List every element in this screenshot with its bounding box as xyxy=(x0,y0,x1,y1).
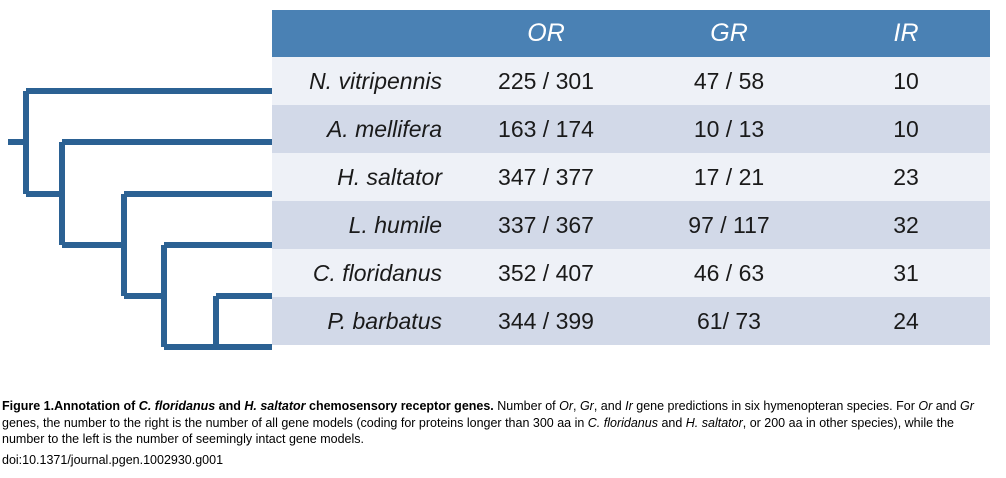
caption-title-part2: and xyxy=(215,399,245,413)
cell-species: H. saltator xyxy=(272,153,456,201)
cell-species: C. floridanus xyxy=(272,249,456,297)
cell-species: P. barbatus xyxy=(272,297,456,345)
caption-title-species-2: H. saltator xyxy=(244,399,306,413)
caption-body-4: gene predictions in six hymenopteran species. For xyxy=(632,399,919,413)
caption-title-part3: chemosensory receptor genes. xyxy=(305,399,494,413)
table-row xyxy=(272,105,990,153)
table-row xyxy=(272,57,990,105)
caption-body-7: and xyxy=(657,415,686,430)
cell-species: A. mellifera xyxy=(272,105,456,153)
cell-or: 163 / 174 xyxy=(456,105,636,153)
cell-gr: 61/ 73 xyxy=(636,297,822,345)
cell-gr: 97 / 117 xyxy=(636,201,822,249)
cell-or: 344 / 399 xyxy=(456,297,636,345)
cell-ir: 32 xyxy=(822,201,990,249)
caption-body-2: , xyxy=(573,399,580,413)
caption-gene-gr: Gr xyxy=(579,399,594,413)
caption-title-species-1: C. floridanus xyxy=(138,399,216,413)
caption-gene-or-2: Or xyxy=(918,399,933,413)
table-row xyxy=(272,297,990,345)
cell-or: 337 / 367 xyxy=(456,201,636,249)
caption-body-3: , and xyxy=(593,399,626,413)
caption-doi: doi:10.1371/journal.pgen.1002930.g001 xyxy=(2,452,224,467)
column-header-or: OR xyxy=(456,10,636,57)
cell-ir: 31 xyxy=(822,249,990,297)
table-row xyxy=(272,249,990,297)
receptor-gene-table xyxy=(272,10,990,345)
column-header-species xyxy=(272,10,456,57)
caption-body-5: and xyxy=(932,399,961,413)
cell-or: 347 / 377 xyxy=(456,153,636,201)
cladogram xyxy=(0,0,272,382)
caption-gene-or: Or xyxy=(559,399,573,413)
table-row xyxy=(272,201,990,249)
table-row xyxy=(272,153,990,201)
cell-ir: 10 xyxy=(822,57,990,105)
cell-ir: 23 xyxy=(822,153,990,201)
caption-species-1: C. floridanus xyxy=(587,415,658,430)
caption-body-8: , or 200 aa in other species), while the number to the left is the number of seemingly intact gene models. xyxy=(2,415,954,446)
cell-species: N. vitripennis xyxy=(272,57,456,105)
cell-ir: 10 xyxy=(822,105,990,153)
column-header-gr: GR xyxy=(636,10,822,57)
caption-label: Figure 1. xyxy=(2,399,55,413)
caption-gene-ir: Ir xyxy=(625,399,633,413)
caption-gene-gr-2: Gr xyxy=(960,399,974,413)
caption-species-2: H. saltator xyxy=(685,415,743,430)
cell-ir: 24 xyxy=(822,297,990,345)
cell-species: L. humile xyxy=(272,201,456,249)
caption-title-part1: Annotation of xyxy=(54,399,139,413)
cell-or: 225 / 301 xyxy=(456,57,636,105)
column-header-ir: IR xyxy=(822,10,990,57)
cell-gr: 47 / 58 xyxy=(636,57,822,105)
cell-or: 352 / 407 xyxy=(456,249,636,297)
table-header-row xyxy=(272,10,990,57)
figure-caption xyxy=(2,398,997,468)
cell-gr: 17 / 21 xyxy=(636,153,822,201)
caption-body-6: genes, the number to the right is the number of all gene models (coding for proteins longer than 300 aa in xyxy=(2,415,588,430)
cell-gr: 46 / 63 xyxy=(636,249,822,297)
cell-gr: 10 / 13 xyxy=(636,105,822,153)
caption-body-1: Number of xyxy=(493,399,560,413)
